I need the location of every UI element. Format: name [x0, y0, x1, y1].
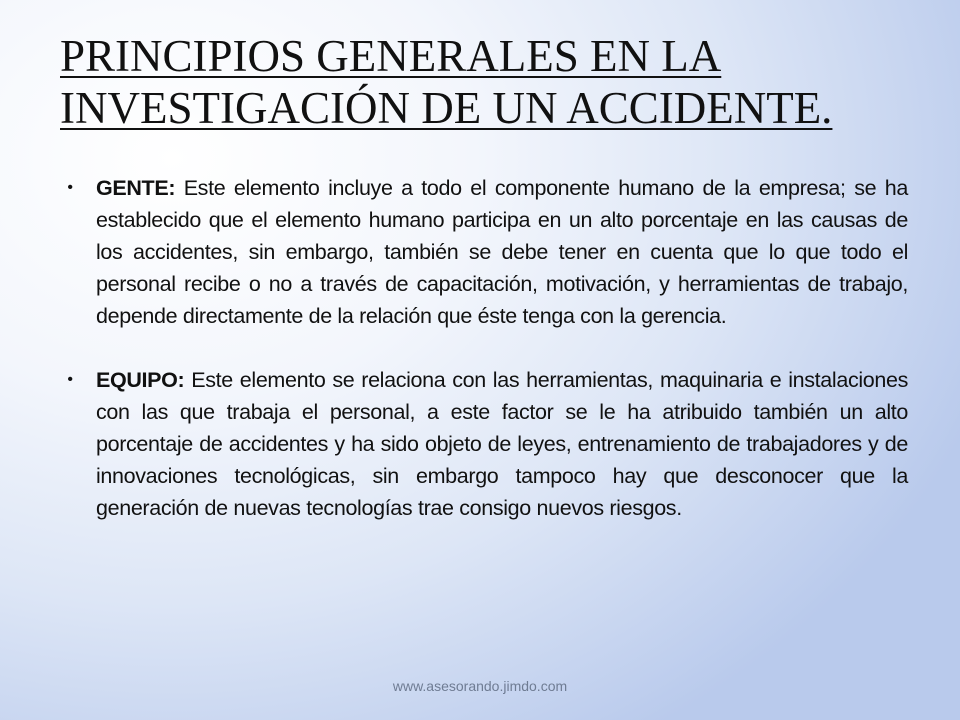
bullet-dot-icon: • [67, 179, 73, 196]
bullet-item-equipo [60, 364, 908, 524]
bullet-term: GENTE: [96, 176, 176, 200]
slide-title-line-1: PRINCIPIOS GENERALES EN LA [60, 31, 722, 81]
slide-title [60, 30, 920, 134]
bullet-text: Este elemento se relaciona con las herramientas, maquinaria e instalaciones con las que trabaja el personal, a este factor se le ha atribuido también un alto porcentaje de accidentes y ha sido objeto de leyes, entrenamiento de trabajadores y de innovaciones tecnológicas, sin embargo tampoco hay que desconocer que la generación de nuevas tecnologías trae consigo nuevos riesgos. [96, 368, 908, 520]
slide-title-line-2: INVESTIGACIÓN DE UN ACCIDENTE. [60, 83, 833, 133]
bullet-dot-icon: • [67, 371, 73, 388]
bullet-list [60, 172, 908, 524]
bullet-term: EQUIPO: [96, 368, 185, 392]
bullet-item-gente [60, 172, 908, 332]
bullet-text: Este elemento incluye a todo el componente humano de la empresa; se ha establecido que el elemento humano participa en un alto porcentaje en las causas de los accidentes, sin embargo, también se debe tener en cuenta que lo que todo el personal recibe o no a través de capacitación, motivación, y herramientas de trabajo, depende directamente de la relación que éste tenga con la gerencia. [96, 176, 908, 328]
footer-url: www.asesorando.jimdo.com [392, 678, 568, 694]
